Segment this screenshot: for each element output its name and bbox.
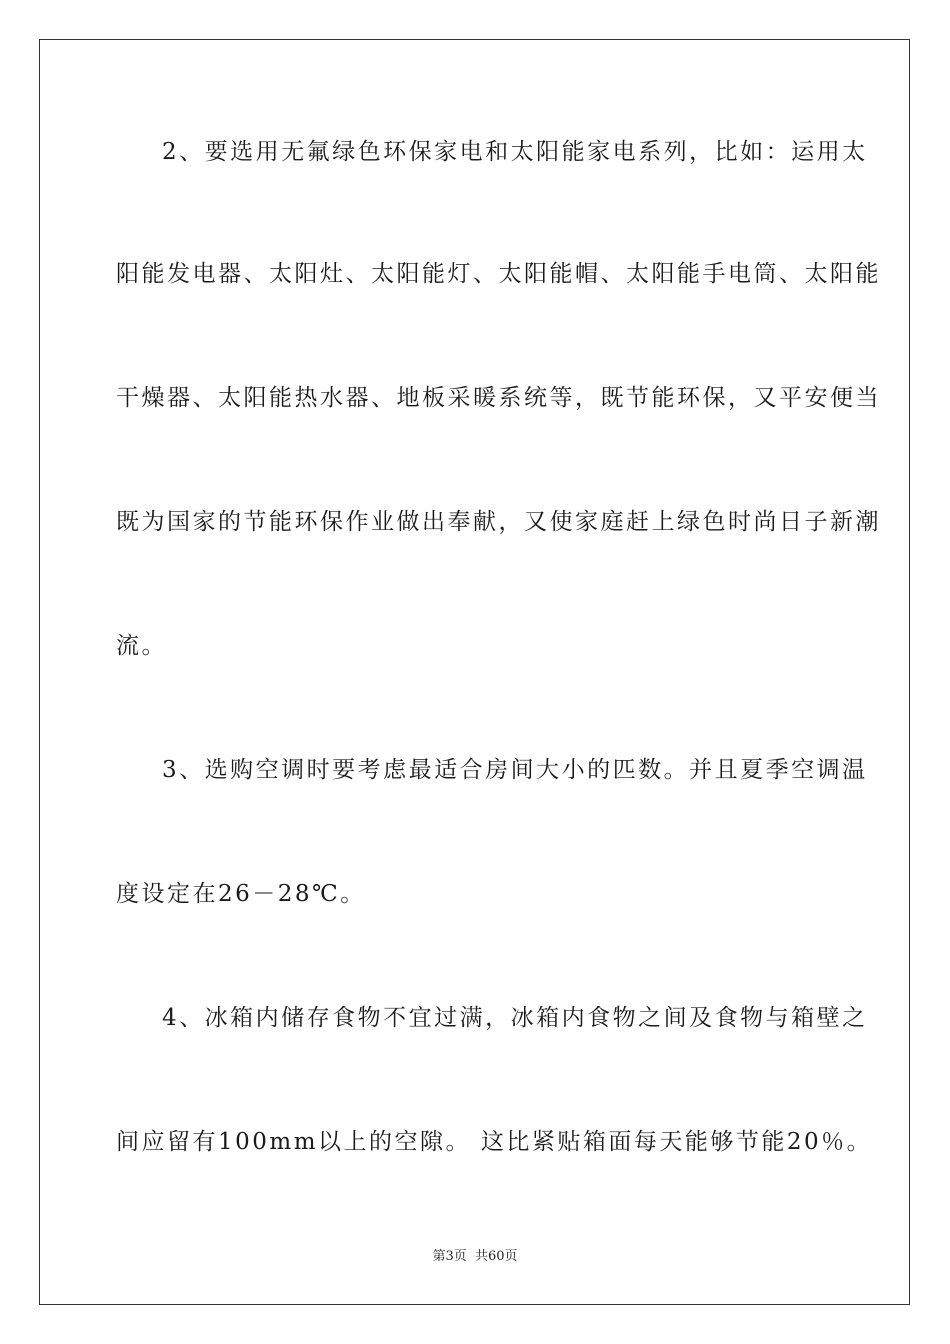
total-pages: 共60页 — [474, 1249, 518, 1264]
paragraph-4-line-1: 4、冰箱内储存食物不宜过满，冰箱内食物之间及食物与箱壁之 — [162, 1005, 868, 1031]
paragraph-3-line-2: 度设定在26－28℃。 — [116, 881, 366, 907]
paragraph-2-line-3: 干燥器、太阳能热水器、地板采暖系统等，既节能环保，又平安便当 — [116, 385, 881, 411]
paragraph-3-line-1: 3、选购空调时要考虑最适合房间大小的匹数。并且夏季空调温 — [162, 757, 868, 783]
page-border — [39, 39, 910, 1305]
paragraph-2-line-2: 阳能发电器、太阳灶、太阳能灯、太阳能帽、太阳能手电筒、太阳能 — [116, 261, 881, 287]
page-footer — [0, 1245, 950, 1264]
page-number: 第3页 — [432, 1249, 467, 1264]
paragraph-2-line-4: 既为国家的节能环保作业做出奉献，又使家庭赶上绿色时尚日子新潮 — [116, 509, 881, 535]
paragraph-2-line-1: 2、要选用无氟绿色环保家电和太阳能家电系列，比如：运用太 — [162, 139, 868, 165]
paragraph-2-line-5: 流。 — [116, 633, 167, 659]
paragraph-4-line-2: 间应留有100mm以上的空隙。 这比紧贴箱面每天能够节能20％。 — [116, 1129, 873, 1155]
